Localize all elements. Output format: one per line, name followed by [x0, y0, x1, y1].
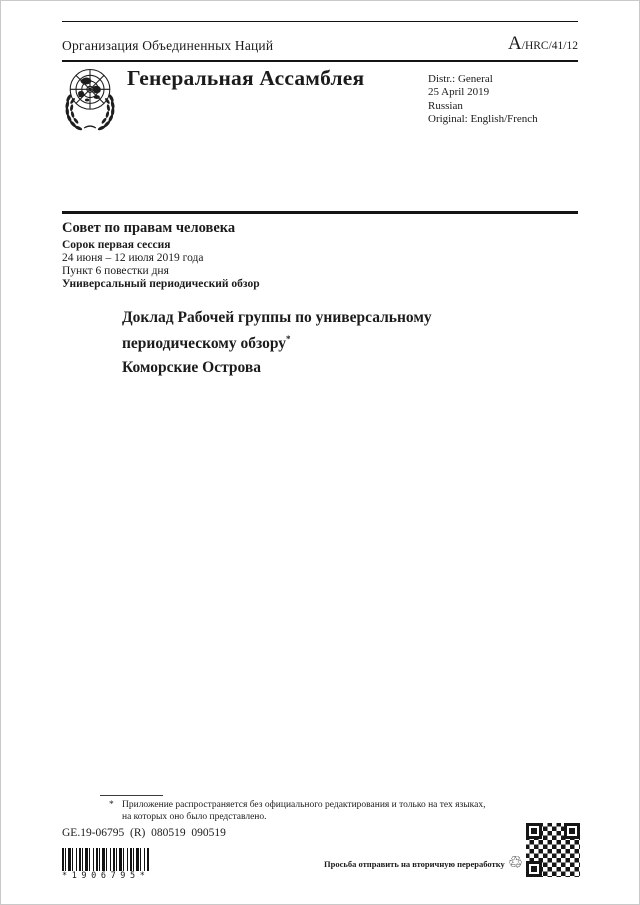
- qr-finder-bottomleft: [526, 861, 542, 877]
- recycle-note: [324, 855, 523, 872]
- footnote-rule: [100, 795, 163, 796]
- doc-symbol-letter: A: [508, 33, 522, 54]
- un-emblem-icon: [61, 66, 119, 132]
- distr-line: Distr.: General: [428, 73, 493, 85]
- qr-finder-topleft: [526, 823, 542, 839]
- footnote-marker: *: [109, 800, 114, 810]
- document-title: Доклад Рабочей группы по универсальному периодическому обзору*: [122, 309, 432, 352]
- org-name: Организация Объединенных Наций: [62, 38, 274, 53]
- footnote: [108, 800, 522, 823]
- footnote-line2: на которых оно было представлено.: [122, 811, 267, 822]
- session-dates: 24 июня – 12 июля 2019 года: [62, 252, 204, 264]
- section-rule: [62, 211, 578, 214]
- top-rule: [62, 21, 578, 22]
- distr-block: [428, 73, 538, 127]
- recycle-text: Просьба отправить на вторичную переработку: [324, 858, 505, 869]
- title-footnote-marker: *: [286, 333, 291, 344]
- distr-original: Original: English/French: [428, 113, 538, 126]
- recycle-icon: ♲: [507, 853, 523, 873]
- barcode-text: *1906795*: [62, 871, 150, 881]
- doc-symbol-rest: /HRC/41/12: [521, 40, 578, 52]
- document-subtitle: Коморские Острова: [122, 359, 261, 376]
- doc-symbol: [508, 33, 578, 55]
- session-agenda-title: Универсальный периодический обзор: [62, 278, 260, 290]
- session-agenda-item: Пункт 6 повестки дня: [62, 265, 169, 277]
- masthead-title: Генеральная Ассамблея: [127, 66, 365, 90]
- session-block: [62, 220, 260, 291]
- ge-number: GE.19-06795 (R) 080519 090519: [62, 827, 226, 839]
- distr-language: Russian: [428, 99, 463, 112]
- distr-date: 25 April 2019: [428, 86, 490, 99]
- session-body-name: Совет по правам человека: [62, 220, 236, 236]
- qr-finder-topright: [564, 823, 580, 839]
- footnote-line1: Приложение распространяется без официального редактирования и только на тех языках,: [122, 800, 486, 810]
- barcode-icon: [62, 848, 149, 871]
- session-name: Сорок первая сессия: [62, 239, 171, 251]
- qr-code-icon: [525, 822, 581, 878]
- header-rule: [62, 60, 578, 62]
